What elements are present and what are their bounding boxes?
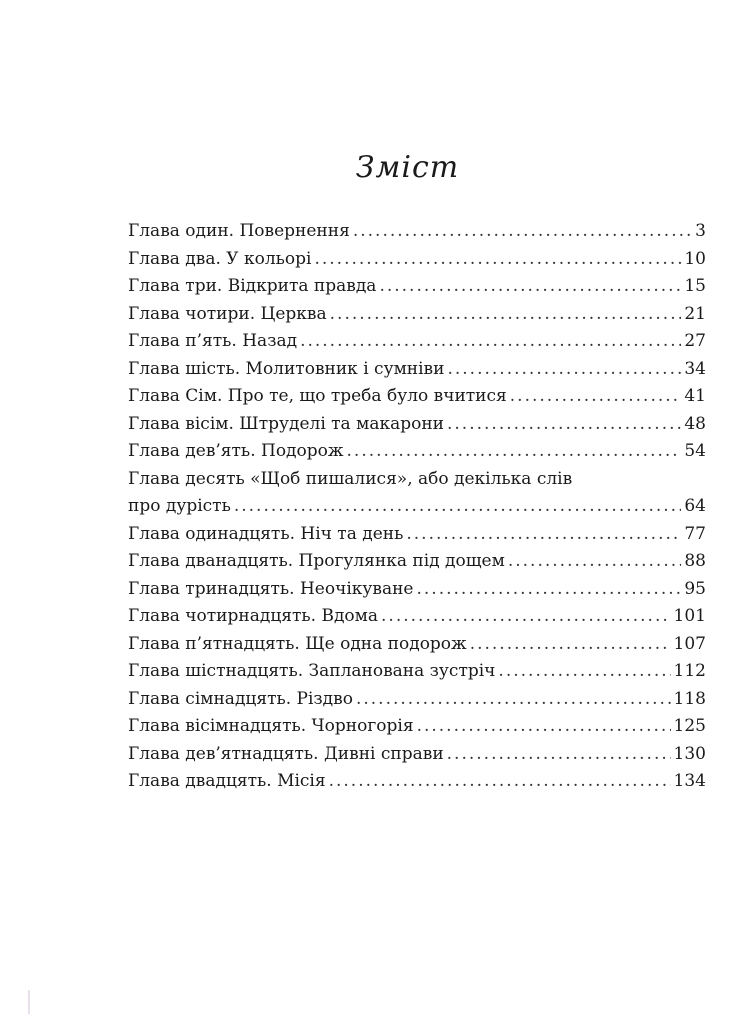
toc-leader-dots — [510, 383, 682, 411]
toc-entry-page: 64 — [684, 496, 706, 516]
toc-entry-title: Глава шість. Молитовник і сумніви — [128, 358, 445, 379]
toc-entry-page: 54 — [684, 441, 706, 461]
toc-entry-page: 130 — [673, 743, 706, 764]
toc-entry-page: 27 — [684, 331, 706, 351]
toc-entry-page: 21 — [684, 303, 706, 324]
toc-leader-dots — [300, 328, 681, 356]
toc-entry-page: 15 — [684, 276, 706, 296]
toc-entry-page: 10 — [684, 248, 706, 269]
toc-leader-dots — [498, 658, 670, 686]
toc-entry — [128, 273, 706, 301]
toc-entry-page: 112 — [673, 661, 706, 681]
toc-entry-title-continued: про дурість — [128, 496, 231, 516]
toc-leader-dots — [314, 246, 681, 274]
toc-leader-dots — [406, 521, 681, 549]
toc-entry — [128, 741, 706, 769]
toc-entry-title: Глава шістнадцять. Запланована зустріч — [128, 661, 496, 681]
toc-leader-dots — [447, 356, 681, 384]
toc-leader-dots — [330, 301, 682, 329]
toc-entry-page: 101 — [673, 606, 706, 626]
page-edge-mark — [28, 990, 30, 1014]
toc-entry — [128, 246, 706, 274]
toc-entry — [128, 438, 706, 466]
toc-entry — [128, 713, 706, 741]
toc-entry-title: Глава вісімнадцять. Чорногорія — [128, 716, 414, 736]
toc-entry — [128, 603, 706, 631]
toc-entry — [128, 631, 706, 659]
toc-entry-page: 88 — [684, 551, 706, 571]
toc-leader-dots — [470, 631, 671, 659]
toc-entry-title: Глава тринадцять. Неочікуване — [128, 578, 414, 599]
toc-entry-title: Глава вісім. Штруделі та макарони — [128, 413, 444, 434]
toc-leader-dots — [447, 411, 681, 439]
toc-entry-title: Глава дев’ятнадцять. Дивні справи — [128, 743, 444, 764]
toc-entry-page: 134 — [673, 771, 706, 791]
toc-entry — [128, 576, 706, 604]
toc-entry-page: 48 — [684, 413, 706, 434]
toc-entry — [128, 301, 706, 329]
toc-entry — [128, 383, 706, 411]
toc-entry-page: 77 — [684, 523, 706, 544]
page-title: Зміст — [355, 150, 460, 185]
toc-entry-title: Глава два. У кольорі — [128, 248, 312, 269]
toc-entry-title: Глава двадцять. Місія — [128, 771, 326, 791]
toc-entry-title: Глава дев’ять. Подорож — [128, 441, 344, 461]
toc-entry-page: 95 — [684, 578, 706, 599]
toc-entry-continuation — [128, 493, 706, 521]
toc-leader-dots — [379, 273, 681, 301]
toc-leader-dots — [381, 603, 671, 631]
toc-entry — [128, 328, 706, 356]
toc-leader-dots — [234, 493, 682, 521]
toc-entry — [128, 521, 706, 549]
toc-entry-page: 125 — [673, 716, 706, 736]
toc-leader-dots — [508, 548, 682, 576]
toc-entry-title: Глава п’ятнадцять. Ще одна подорож — [128, 633, 467, 654]
toc-leader-dots — [417, 576, 682, 604]
toc-entry — [128, 548, 706, 576]
toc-leader-dots — [447, 741, 671, 769]
toc-entry-title: Глава одинадцять. Ніч та день — [128, 523, 404, 544]
toc-entry — [128, 768, 706, 796]
table-of-contents — [128, 218, 706, 796]
toc-entry-title: Глава дванадцять. Прогулянка під дощем — [128, 551, 505, 571]
toc-entry — [128, 411, 706, 439]
toc-entry-page: 34 — [684, 358, 706, 379]
toc-entry-title: Глава чотирнадцять. Вдома — [128, 606, 379, 626]
toc-leader-dots — [329, 768, 671, 796]
toc-entry — [128, 218, 706, 246]
toc-entry-title: Глава п’ять. Назад — [128, 331, 298, 351]
toc-entry-title: Глава сімнадцять. Різдво — [128, 688, 353, 709]
toc-leader-dots — [347, 438, 682, 466]
toc-leader-dots — [356, 686, 671, 714]
toc-entry-title: Глава чотири. Церква — [128, 303, 327, 324]
toc-entry-title: Глава Сім. Про те, що треба було вчитися — [128, 386, 507, 406]
toc-leader-dots — [417, 713, 671, 741]
toc-entry-page: 118 — [673, 688, 706, 709]
toc-entry-page: 41 — [684, 386, 706, 406]
toc-entry-page: 3 — [695, 221, 706, 241]
toc-entry — [128, 466, 706, 521]
toc-entry-title: Глава десять «Щоб пишалися», або декілька слів — [128, 468, 573, 489]
toc-entry-title: Глава три. Відкрита правда — [128, 276, 377, 296]
toc-entry-title: Глава один. Повернення — [128, 221, 350, 241]
toc-entry — [128, 686, 706, 714]
toc-entry-page: 107 — [673, 633, 706, 654]
toc-entry — [128, 658, 706, 686]
toc-entry — [128, 356, 706, 384]
toc-leader-dots — [353, 218, 692, 246]
